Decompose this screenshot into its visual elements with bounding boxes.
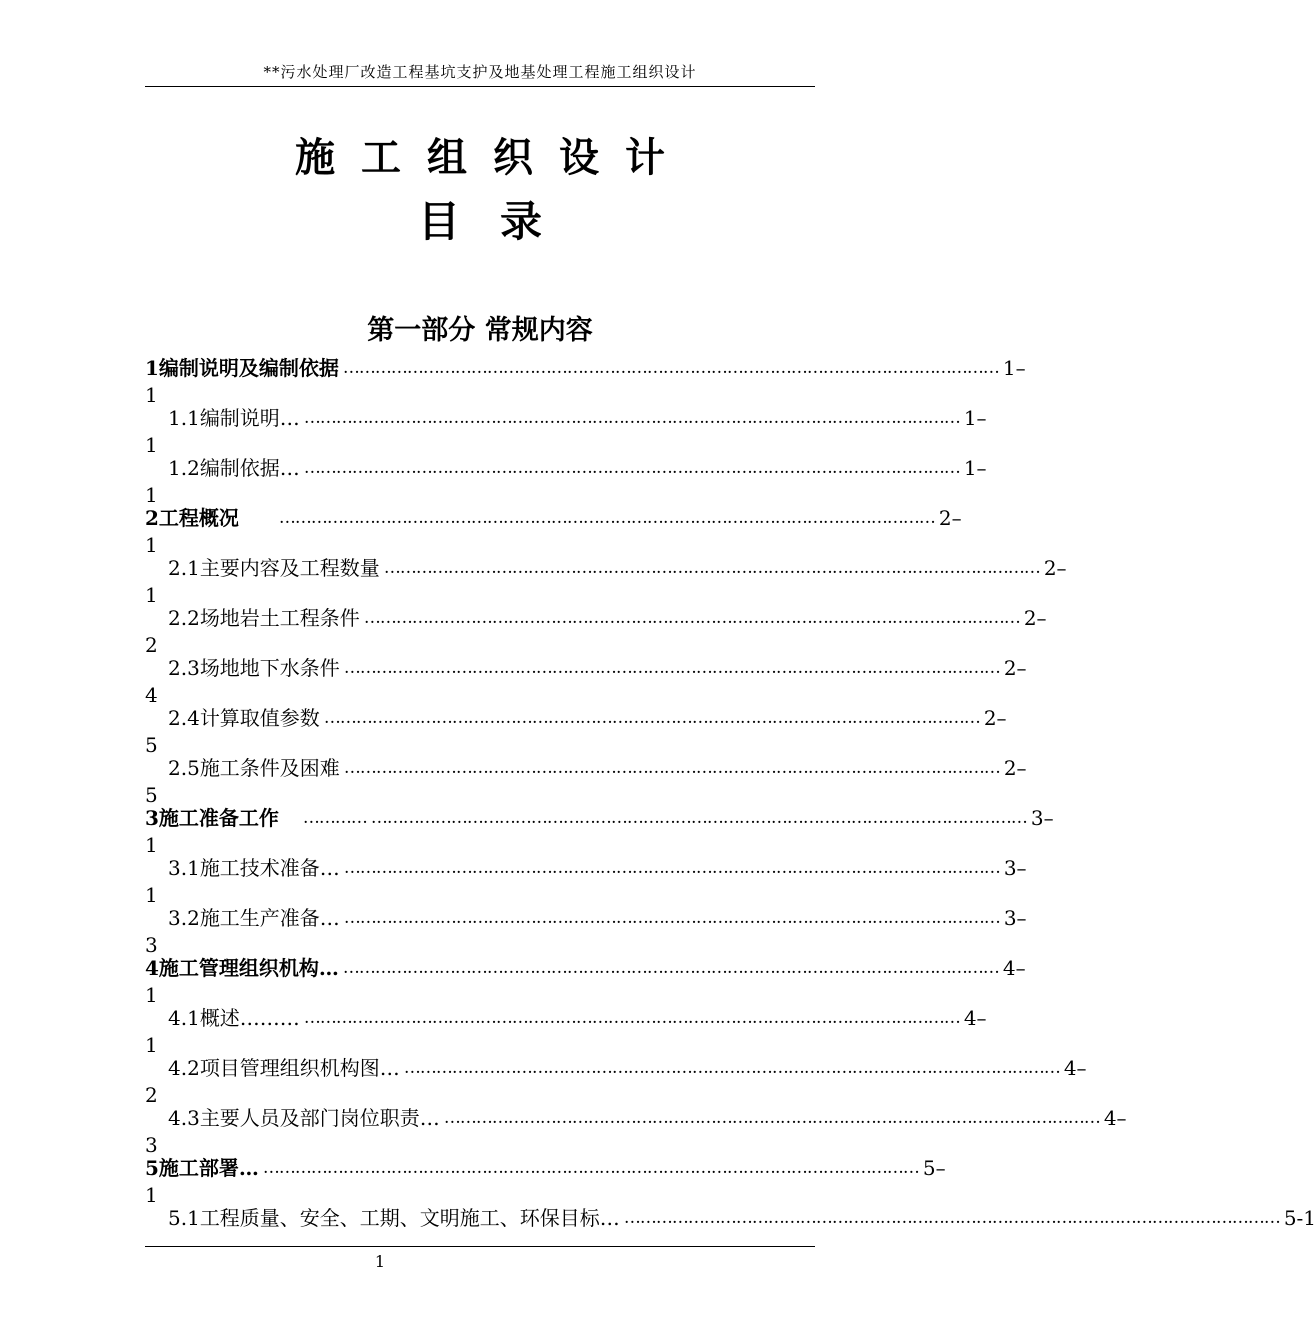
toc-entry-page: 4–	[1002, 956, 1026, 980]
toc-entry-page-wrap: 1	[145, 383, 158, 407]
toc-entry-page-wrap: 1	[145, 833, 158, 857]
toc-entry-page-wrap: 5	[145, 733, 158, 757]
document-title: 施工组织设计	[295, 134, 691, 181]
toc-leader: ……………………………………………………………………………………………………………	[278, 508, 935, 528]
toc-entry-page: 4–	[1063, 1056, 1087, 1080]
toc-entry-page-wrap: 3	[145, 933, 158, 957]
toc-entry[interactable]	[168, 756, 1027, 781]
toc-entry-page: 5-1	[1283, 1206, 1316, 1230]
toc-leader: ……………………………………………………………………………………………………………	[303, 408, 960, 428]
toc-entry-page: 1–	[963, 456, 987, 480]
toc-entry-number: 2.5	[168, 756, 200, 780]
toc-entry-number: 5.1	[168, 1206, 200, 1230]
toc-entry-title: 施工技术准备…	[199, 856, 340, 880]
toc-entry[interactable]	[168, 606, 1047, 631]
toc-leader: ……………………………………………………………………………………………………………	[343, 908, 1000, 928]
toc-entry-page: 2–	[1043, 556, 1067, 580]
toc-entry[interactable]	[145, 356, 1026, 381]
part-title: 第一部分 常规内容	[367, 315, 593, 346]
toc-leader: ……………………………………………………………………………………………………………	[343, 658, 1000, 678]
toc-entry-page-wrap: 4	[145, 683, 158, 707]
toc-entry-title: 场地地下水条件	[199, 656, 340, 680]
toc-entry[interactable]	[145, 1156, 946, 1181]
toc-entry-page-wrap: 1	[145, 1183, 158, 1207]
toc-entry-title: 工程概况	[158, 506, 239, 530]
toc-leader: ……………………………………………………………………………………………………………	[342, 358, 999, 378]
toc-entry-number: 3	[145, 806, 159, 830]
toc-entry-title: 主要人员及部门岗位职责…	[199, 1106, 440, 1130]
toc-entry-title: 编制说明…	[199, 406, 300, 430]
toc-entry-page: 2–	[1003, 756, 1027, 780]
toc-entry-title: 施工部署…	[158, 1156, 259, 1180]
toc-leader: ……………………………………………………………………………………………………………	[262, 1158, 919, 1178]
toc-entry[interactable]	[168, 556, 1067, 581]
toc-entry-page: 3–	[1030, 806, 1054, 830]
toc-leader: ……………………………………………………………………………………………………………	[323, 708, 980, 728]
toc-entry-number: 4.2	[168, 1056, 200, 1080]
toc-entry-title: 场地岩土工程条件	[199, 606, 360, 630]
toc-entry-page: 2–	[938, 506, 962, 530]
toc-entry-page-wrap: 1	[145, 533, 158, 557]
toc-entry-number: 4	[145, 956, 159, 980]
page-number: 1	[374, 1252, 386, 1271]
toc-entry-number: 2	[145, 506, 159, 530]
running-header: **污水处理厂改造工程基坑支护及地基处理工程施工组织设计	[263, 63, 697, 81]
toc-entry-page: 2–	[1023, 606, 1047, 630]
toc-leader: ……………………………………………………………………………………………………………	[342, 958, 999, 978]
header-rule	[145, 86, 815, 87]
toc-entry-page-wrap: 2	[145, 633, 158, 657]
toc-entry-page-wrap: 1	[145, 583, 158, 607]
toc-entry-title: 计算取值参数	[199, 706, 320, 730]
toc-entry-page: 5–	[922, 1156, 946, 1180]
toc-entry-page: 1–	[963, 406, 987, 430]
toc-entry-title: 项目管理组织机构图…	[199, 1056, 400, 1080]
footer-rule	[145, 1246, 815, 1247]
toc-entry-page-wrap: 1	[145, 883, 158, 907]
toc-entry-page: 4–	[1103, 1106, 1127, 1130]
toc-entry-number: 1.2	[168, 456, 200, 480]
toc-entry-number: 4.1	[168, 1006, 200, 1030]
toc-entry-number: 2.2	[168, 606, 200, 630]
toc-entry-page: 3–	[1003, 856, 1027, 880]
toc-entry[interactable]	[145, 806, 1054, 831]
toc-entry-title: 施工条件及困难	[199, 756, 340, 780]
toc-entry-page-wrap: 5	[145, 783, 158, 807]
toc-entry[interactable]	[168, 1206, 1316, 1231]
toc-leader: ……………………………………………………………………………………………………………	[443, 1108, 1100, 1128]
toc-entry[interactable]	[168, 1006, 987, 1031]
toc-entry[interactable]	[168, 1056, 1087, 1081]
toc-entry-number: 3.2	[168, 906, 200, 930]
toc-entry-page: 1–	[1002, 356, 1026, 380]
toc-entry[interactable]	[145, 506, 962, 531]
toc-leader: ……………………………………………………………………………………………………………	[343, 758, 1000, 778]
toc-entry-page-wrap: 1	[145, 983, 158, 1007]
toc-entry[interactable]	[168, 456, 987, 481]
toc-entry-page-wrap: 1	[145, 1033, 158, 1057]
toc-entry-number: 2.4	[168, 706, 200, 730]
toc-entry[interactable]	[168, 656, 1027, 681]
toc-entry-number: 1	[145, 356, 159, 380]
toc-entry-extra: …………	[302, 808, 367, 828]
toc-entry[interactable]	[168, 906, 1027, 931]
toc-entry-page-wrap: 3	[145, 1133, 158, 1157]
toc-entry-title: 施工准备工作	[158, 806, 279, 830]
toc-entry[interactable]	[145, 956, 1026, 981]
toc-entry-number: 3.1	[168, 856, 200, 880]
toc-heading: 目录	[417, 197, 582, 246]
toc-entry-number: 2.1	[168, 556, 200, 580]
toc-leader: ……………………………………………………………………………………………………………	[303, 1008, 960, 1028]
toc-entry-page: 2–	[1003, 656, 1027, 680]
toc-leader: ……………………………………………………………………………………………………………	[623, 1208, 1280, 1228]
toc-entry-number: 5	[145, 1156, 159, 1180]
toc-entry-page: 2–	[983, 706, 1007, 730]
toc-entry-page: 3–	[1003, 906, 1027, 930]
toc-entry[interactable]	[168, 706, 1007, 731]
toc-entry-page: 4–	[963, 1006, 987, 1030]
toc-leader: ……………………………………………………………………………………………………………	[303, 458, 960, 478]
toc-leader: ……………………………………………………………………………………………………………	[383, 558, 1040, 578]
toc-entry[interactable]	[168, 1106, 1127, 1131]
toc-entry-number: 2.3	[168, 656, 200, 680]
toc-leader: ……………………………………………………………………………………………………………	[403, 1058, 1060, 1078]
toc-entry[interactable]	[168, 856, 1027, 881]
toc-leader: ……………………………………………………………………………………………………………	[370, 808, 1027, 828]
toc-entry-title: 编制说明及编制依据	[158, 356, 339, 380]
toc-entry-title: 主要内容及工程数量	[199, 556, 380, 580]
toc-entry-title: 概述………	[199, 1006, 300, 1030]
toc-entry-page-wrap: 2	[145, 1083, 158, 1107]
toc-entry-number: 1.1	[168, 406, 200, 430]
toc-leader: ……………………………………………………………………………………………………………	[343, 858, 1000, 878]
toc-entry-title: 工程质量、安全、工期、文明施工、环保目标…	[199, 1206, 620, 1230]
toc-entry[interactable]	[168, 406, 987, 431]
toc-entry-page-wrap: 1	[145, 433, 158, 457]
toc-leader: ……………………………………………………………………………………………………………	[363, 608, 1020, 628]
toc-entry-page-wrap: 1	[145, 483, 158, 507]
toc-entry-number: 4.3	[168, 1106, 200, 1130]
toc-entry-title: 编制依据…	[199, 456, 300, 480]
toc-entry-title: 施工生产准备…	[199, 906, 340, 930]
toc-entry-title: 施工管理组织机构…	[158, 956, 339, 980]
